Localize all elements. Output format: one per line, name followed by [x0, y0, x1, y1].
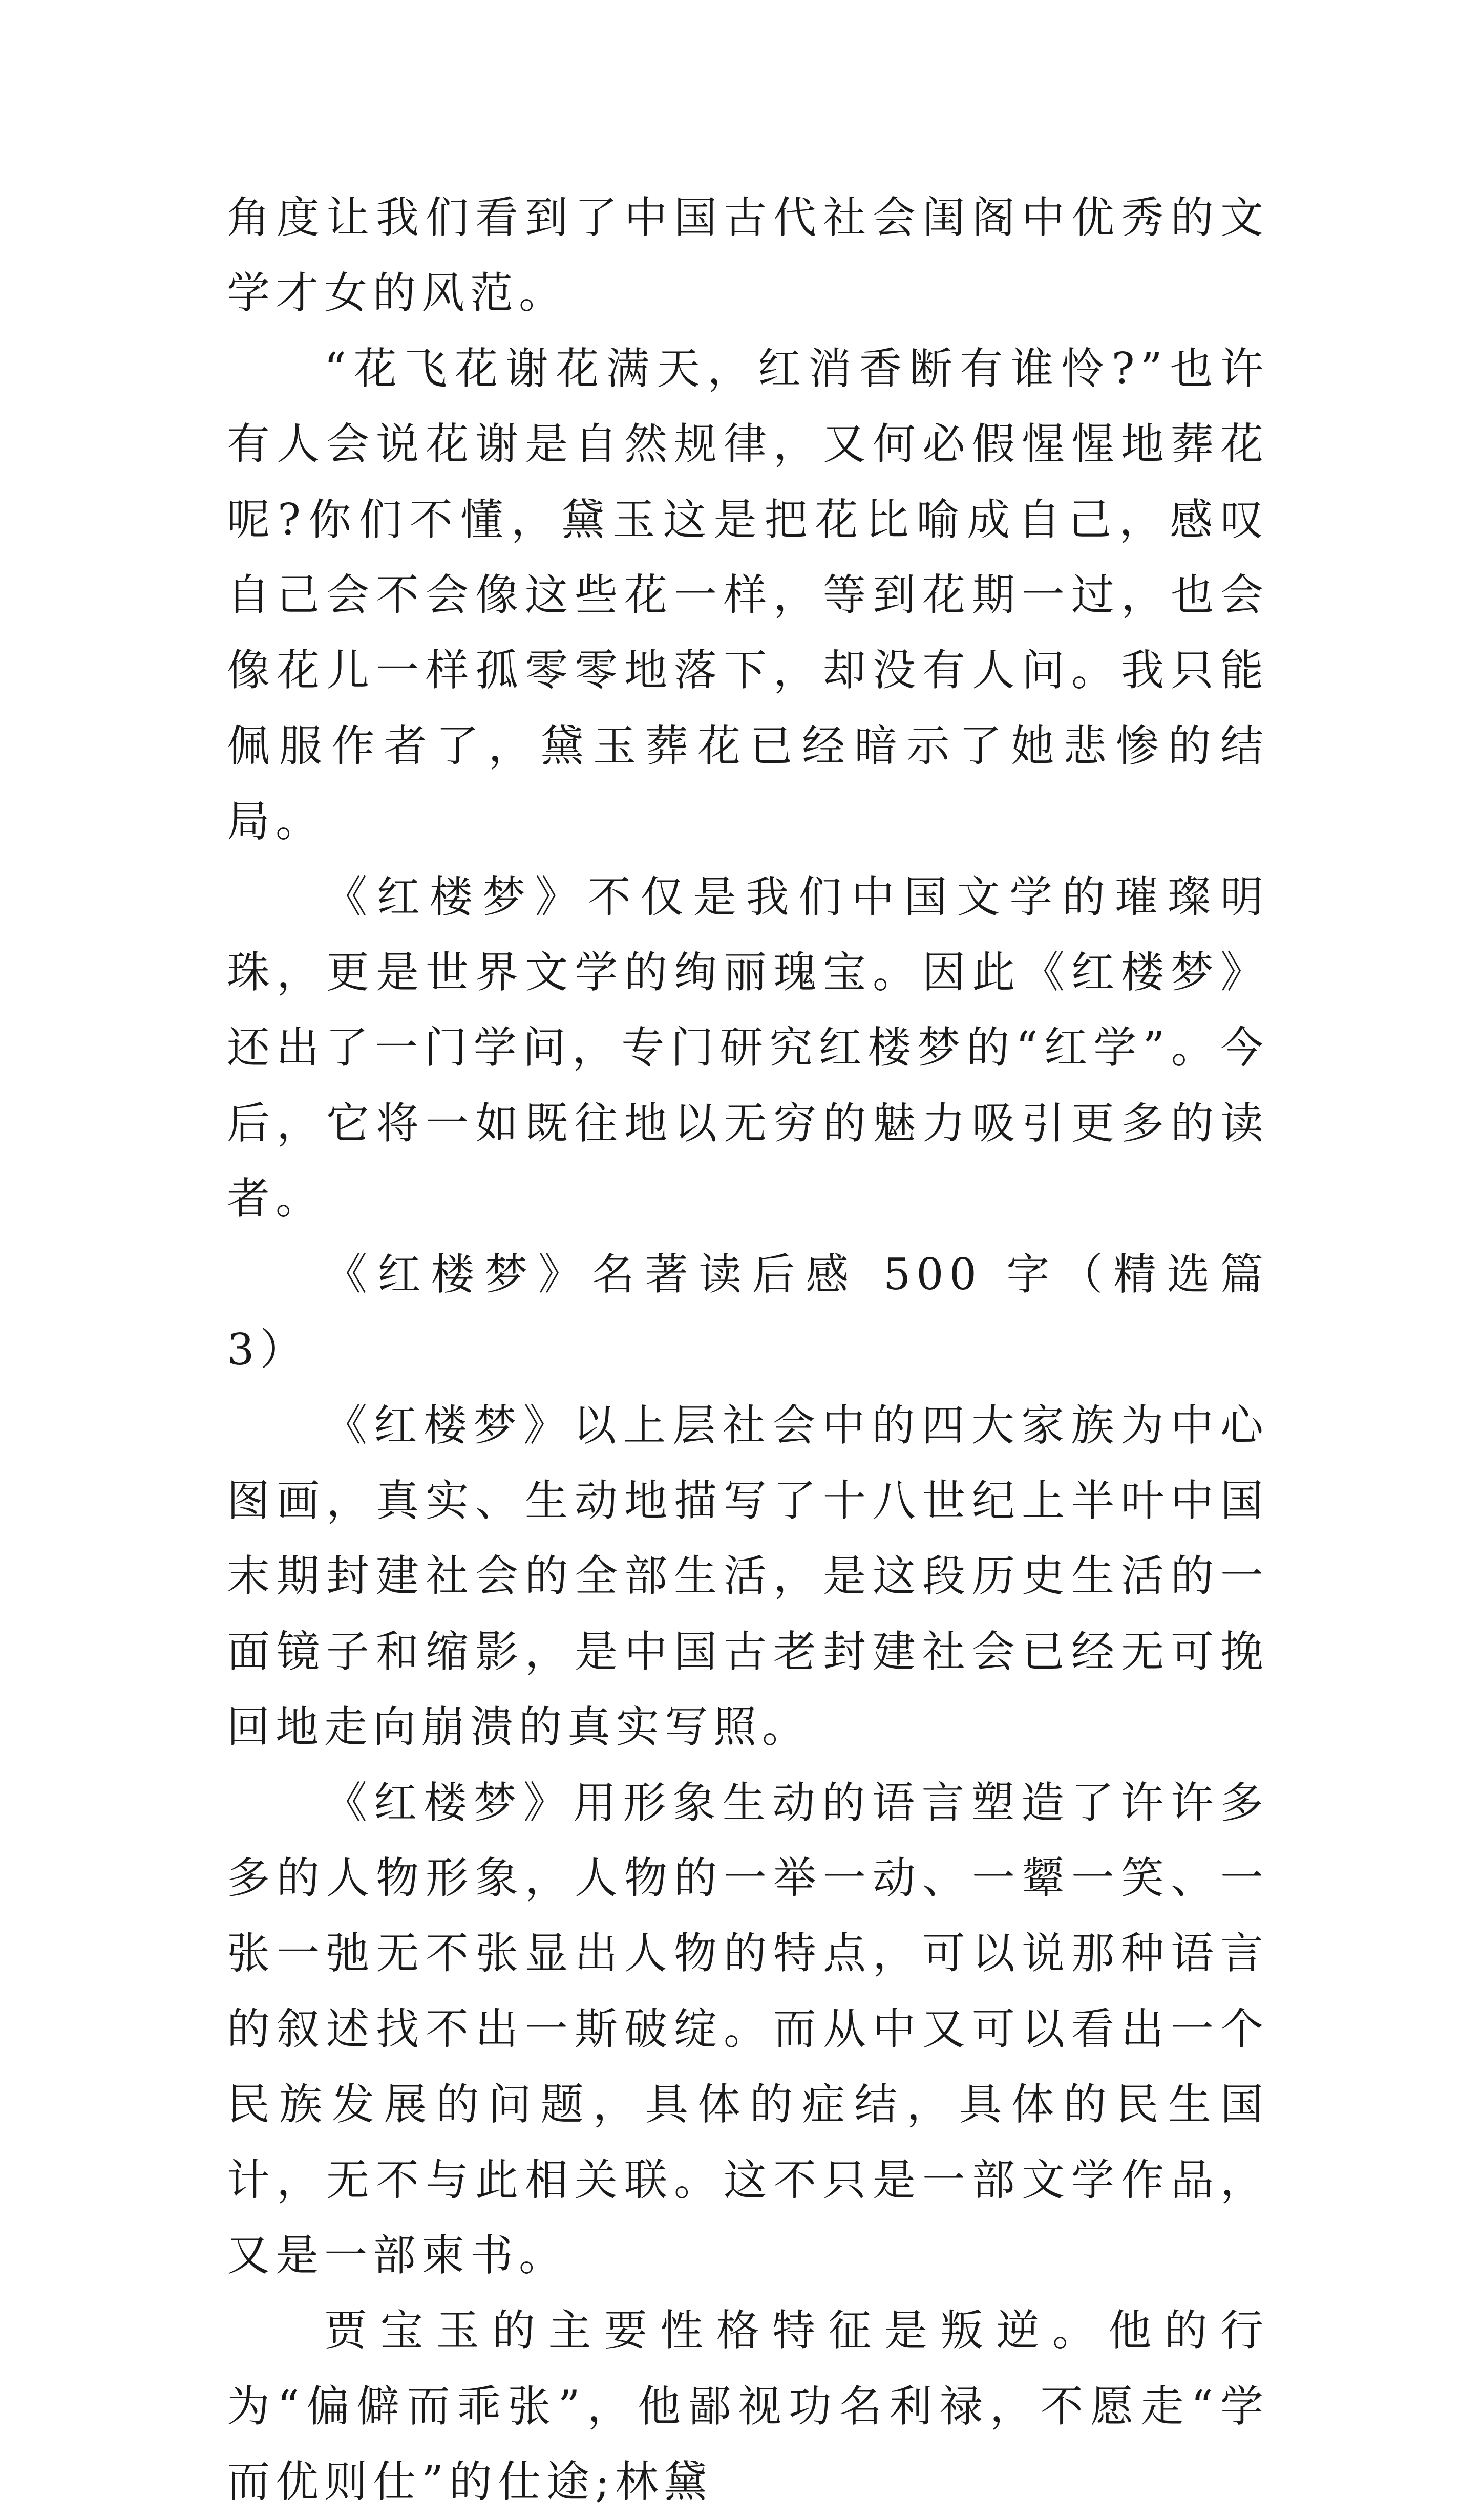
paragraph-4: 《红楼梦》以上层社会中的四大家族为中心图画，真实、生动地描写了十八世纪上半叶中国末期封建社会的全部生活，是这段历史生活的一面镜子和缩影，是中国古老封建社会已经无可挽回地走向崩溃的真实写照。: [227, 1400, 1269, 1753]
paragraph-5: 《红楼梦》用形象生动的语言塑造了许许多多的人物形象，人物的一举一动、一颦一笑、一张一弛无不张显出人物的特点，可以说那种语言的叙述找不出一斯破绽。而从中又可以看出一个民族发展的问题，具体的症结，具体的民生国计，无不与此相关联。这不只是一部文学作品，又是一部柬书。: [227, 1777, 1269, 2280]
paragraph-1: 角度让我们看到了中国古代社会闺阁中优秀的文学才女的风范。: [227, 193, 1269, 318]
paragraph-6: 贾宝玉的主要性格特征是叛逆。他的行为“偏僻而乖张”，他鄙视功名利禄，不愿走“学而优则仕”的仕途;林黛: [227, 2305, 1269, 2507]
body-text: [227, 180, 1269, 2520]
section-heading: 《红楼梦》名著读后感 500 字（精选篇 3）: [227, 1249, 1269, 1375]
paragraph-3: 《红楼梦》不仅是我们中国文学的璀璨明珠，更是世界文学的绚丽瑰宝。因此《红楼梦》还出了一门学问，专门研究红楼梦的“红学”。今后，它将一如既往地以无穷的魅力吸引更多的读者。: [227, 871, 1269, 1224]
paragraph-2: “花飞花谢花满天，红消香断有谁怜?”也许有人会说花谢是自然规律，又何必假惺惺地葬花呢?你们不懂，黛玉这是把花比喻成自己，感叹自己会不会像这些花一样，等到花期一过，也会像花儿一样孤零零地落下，却没有人问。我只能佩服作者了，黛玉葬花已经暗示了她悲惨的结局。: [227, 343, 1269, 847]
